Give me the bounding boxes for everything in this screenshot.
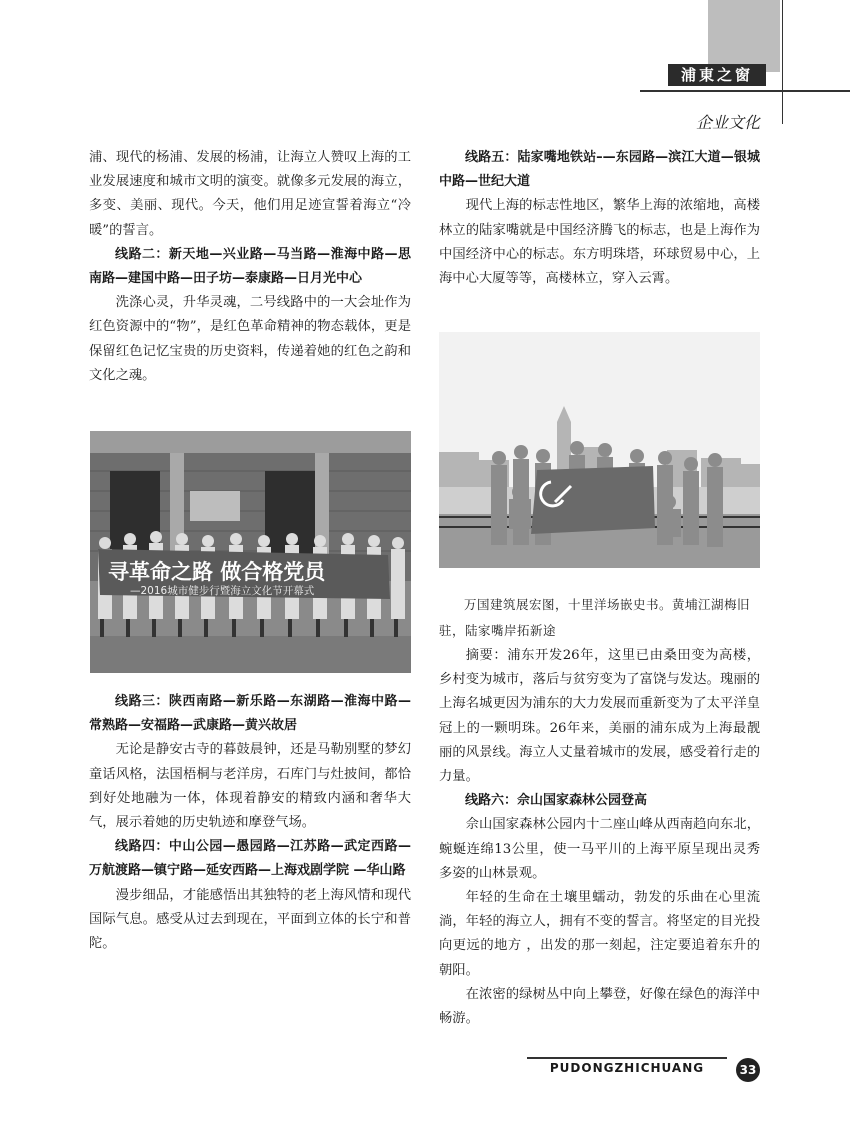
group-photo-banner bbox=[90, 431, 411, 673]
paragraph: 漫步细品，才能感悟出其独特的老上海风情和现代国际气息。感受从过去到现在，平面到立体的长宁和普陀。 bbox=[89, 887, 411, 952]
paragraph: 在浓密的绿树丛中向上攀登，好像在绿色的海洋中畅游。 bbox=[439, 986, 760, 1027]
group-photo-flag bbox=[439, 332, 760, 568]
paragraph: 摘要：浦东开发26年，这里已由桑田变为高楼，乡村变为城市，落后与贫穷变为了富饶与发达。瑰丽的上海名城更因为浦东的大力发展而重新变为了太平洋皇冠上的一颗明珠。26年来，美丽的浦东成为上海最靓丽的风景线。海立人丈量着城市的发展，感受着行走的力量。 bbox=[439, 648, 760, 785]
paragraph: 无论是静安古寺的暮鼓晨钟，还是马勒别墅的梦幻童话风格，法国梧桐与老洋房，石库门与灶披间，都恰到好处地融为一体，体现着静安的精致内涵和奢华大气，展示着她的历史轨迹和摩登气场。 bbox=[89, 742, 411, 831]
route-6-heading: 线路六：佘山国家森林公园登高 bbox=[465, 793, 648, 809]
route-2-heading: 线路二：新天地—兴业路—马当路—淮海中路—思南路—建国中路—田子坊—泰康路—日月光中心 bbox=[89, 246, 411, 287]
paragraph: 洗涤心灵，升华灵魂，二号线路中的一大会址作为红色资源中的“物”，是红色革命精神的物态载体，更是保留红色记忆宝贵的历史资料，传递着她的红色之韵和文化之魂。 bbox=[89, 295, 411, 383]
footer-magazine-name: PUDONGZHICHUANG bbox=[549, 1061, 705, 1075]
paragraph: 佘山国家森林公园内十二座山峰从西南趋向东北，蜿蜒连绵13公里，使一马平川的上海平原呈现出灵秀多姿的山林景观。 bbox=[439, 817, 760, 881]
banner-text-main: 寻革命之路 做合格党员 bbox=[108, 560, 326, 584]
route-5-heading: 线路五：陆家嘴地铁站–—东园路—滨江大道—银城中路—世纪大道 bbox=[439, 150, 760, 190]
paragraph: 现代上海的标志性地区，繁华上海的浓缩地，高楼林立的陆家嘴就是中国经济腾飞的标志，也是上海作为中国经济中心的标志。东方明珠塔，环球贸易中心，上海中心大厦等等，高楼林立，穿入云霄。 bbox=[439, 198, 760, 287]
left-column-top bbox=[89, 146, 411, 388]
header-rule bbox=[640, 90, 850, 92]
section-title: 企业文化 bbox=[695, 113, 760, 132]
paragraph: 年轻的生命在土壤里蠕动，勃发的乐曲在心里流淌，年轻的海立人，拥有不变的誓言。将坚定的目光投向更远的地方 ，出发的那一刻起，注定要追着东升的朝阳。 bbox=[439, 890, 760, 978]
banner-text-sub: —2016城市健步行暨海立文化节开幕式 bbox=[130, 585, 315, 597]
left-column-bottom bbox=[89, 690, 411, 956]
route-4-heading: 线路四：中山公园—愚园路—江苏路—武定西路—万航渡路—镇宁路—延安西路—上海戏剧学院 —华山路 bbox=[89, 839, 411, 879]
route-3-heading: 线路三：陕西南路—新乐路—东湖路—淮海中路—常熟路—安福路—武康路—黄兴故居 bbox=[89, 694, 411, 734]
right-column-bottom bbox=[439, 644, 760, 1031]
photo-caption: 万国建筑展宏图，十里洋场嵌史书。黄埔江湖梅旧驻，陆家嘴岸拓新途 bbox=[439, 597, 751, 638]
paragraph: 浦、现代的杨浦、发展的杨浦，让海立人赞叹上海的工业发展速度和城市文明的演变。就像多元发展的海立，多变、美丽、现代。今天，他们用足迹宣誓着海立“冷暖”的誓言。 bbox=[89, 150, 411, 238]
header-gray-block bbox=[708, 0, 780, 72]
header-vertical-rule bbox=[782, 0, 783, 124]
right-column-top bbox=[439, 146, 760, 291]
footer-rule bbox=[527, 1057, 727, 1059]
page-number: 33 bbox=[736, 1058, 760, 1082]
magazine-brand: 浦東之窗 bbox=[668, 64, 766, 86]
